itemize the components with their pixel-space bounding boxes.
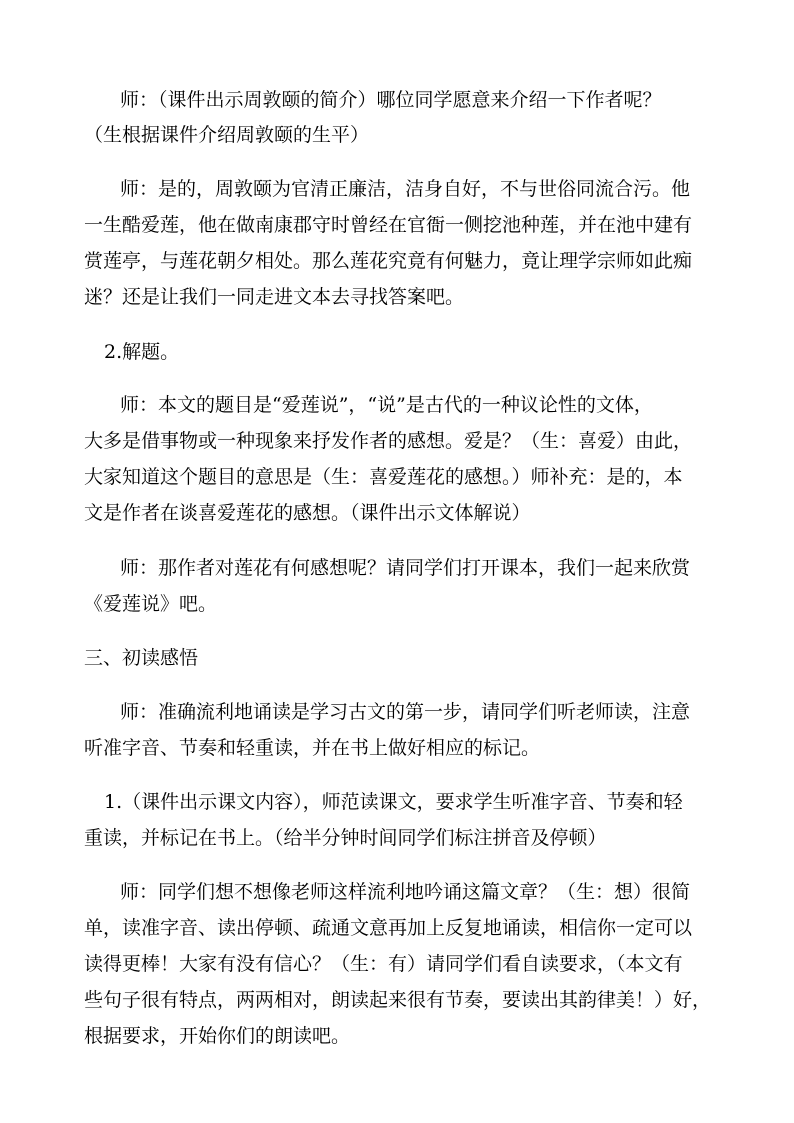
paragraph-line: 单，读准字音、读出停顿、疏通文意再加上反复地诵读，相信你一定可以 xyxy=(84,917,693,939)
paragraph-line: 一生酷爱莲，他在做南康郡守时曾经在官衙一侧挖池种莲，并在池中建有 xyxy=(84,214,693,236)
paragraph-line: 大多是借事物或一种现象来抒发作者的感想。爱是？（生：喜爱）由此， xyxy=(84,430,693,452)
paragraph-line: 师：准确流利地诵读是学习古文的第一步，请同学们听老师读，注意 xyxy=(120,701,691,723)
paragraph-line: 赏莲亭，与莲花朝夕相处。那么莲花究竟有何魅力，竟让理学宗师如此痴 xyxy=(84,250,693,272)
section-heading: 三、初读感悟 xyxy=(84,647,199,669)
paragraph-line: 师：（课件出示周敦颐的简介）哪位同学愿意来介绍一下作者呢？ xyxy=(120,89,662,111)
paragraph-line: 师：是的，周敦颐为官清正廉洁，洁身自好，不与世俗同流合污。他 xyxy=(120,178,691,200)
paragraph-line: 《爱莲说》吧。 xyxy=(84,593,218,615)
paragraph-line: 听准字音、节奏和轻重读，并在书上做好相应的标记。 xyxy=(84,737,541,759)
paragraph-line: （生根据课件介绍周敦颐的生平） xyxy=(84,124,370,146)
paragraph-line: 些句子很有特点，两两相对，朗读起来很有节奏，要读出其韵律美！）好， xyxy=(84,989,712,1011)
paragraph-line: 师：那作者对莲花有何感想呢？请同学们打开课本，我们一起来欣赏 xyxy=(120,557,691,579)
paragraph-line: 根据要求，开始你们的朗读吧。 xyxy=(84,1025,351,1047)
paragraph-line: 师：本文的题目是“爱莲说”，“说”是古代的一种议论性的文体， xyxy=(120,394,653,416)
section-heading: 2.解题。 xyxy=(104,341,180,363)
paragraph-line: 师：同学们想不想像老师这样流利地吟诵这篇文章？（生：想）很简 xyxy=(120,881,691,903)
paragraph-line: 大家知道这个题目的意思是（生：喜爱莲花的感想。）师补充：是的，本 xyxy=(84,466,683,488)
paragraph-line: 文是作者在谈喜爱莲花的感想。（课件出示文体解说） xyxy=(84,502,531,524)
paragraph-line: 重读，并标记在书上。（给半分钟时间同学们标注拼音及停顿） xyxy=(84,827,607,849)
paragraph-line: 读得更棒！大家有没有信心？（生：有）请同学们看自读要求，（本文有 xyxy=(84,953,683,975)
numbered-item: 1.（课件出示课文内容），师范读课文，要求学生听准字音、节奏和轻 xyxy=(104,791,683,813)
paragraph-line: 迷？还是让我们一同走进文本去寻找答案吧。 xyxy=(84,286,465,308)
